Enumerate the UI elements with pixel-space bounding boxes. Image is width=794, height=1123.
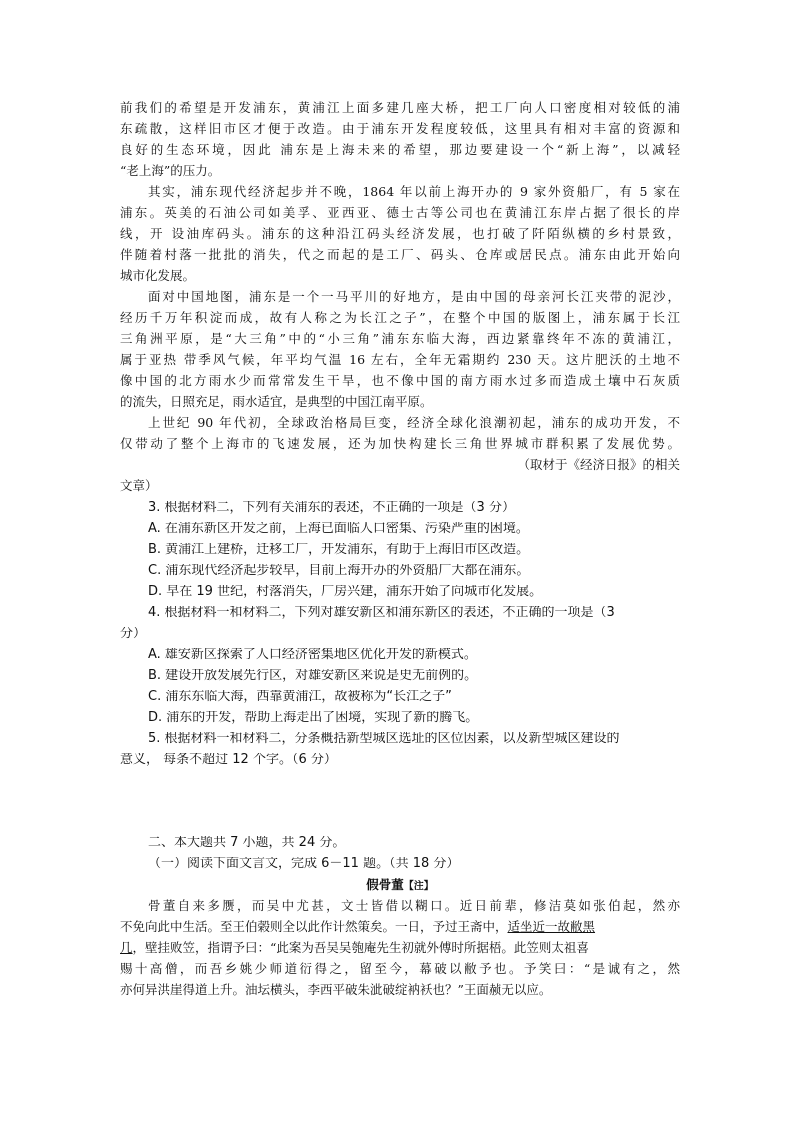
- question-5-stem-cont: 意义， 每条不超过 12 个字。（6 分）: [120, 753, 337, 767]
- classical-passage-text: ，壁挂败笠，指谓予曰：“此案为吾吴吴匏庵先生初就外傅时所据梧。此笠则太祖喜: [132, 941, 589, 955]
- classical-passage-line: [120, 941, 680, 955]
- passage-line: 上世纪 90 年代初，全球政治格局巨变，经济全球化浪潮初起，浦东的成功开发，不: [148, 416, 680, 430]
- passage-title-note: 【注】: [403, 881, 434, 892]
- passage-title: [120, 878, 680, 894]
- passage-line: 属于亚热 带季风气候，年平均气温 16 左右，全年无霜期约 230 天。这片肥沃的土地不: [120, 353, 680, 367]
- underlined-phrase: 适坐近一故敝黑: [507, 920, 596, 934]
- passage-line: 浦东。英美的石油公司如美孚、亚西亚、德士古等公司也在黄浦江东岸占据了很长的岸: [120, 206, 680, 220]
- passage-line: “老上海”的压力。: [120, 164, 221, 178]
- question-4-stem-cont: 分）: [120, 627, 147, 641]
- section-subheading: （一）阅读下面文言文，完成 6－11 题。（共 18 分）: [148, 857, 460, 871]
- underlined-phrase: 几: [120, 941, 133, 955]
- classical-passage-line: 赐十高僧，而吾乡姚少师道衍得之，留至今，幕破以敝予也。予笑曰：“是诚有之，然: [120, 962, 680, 976]
- question-4-option-c: C. 浦东东临大海，西靠黄浦江，故被称为“长江之子”: [148, 690, 452, 704]
- question-3-stem: 3. 根据材料二，下列有关浦东的表述，不正确的一项是（3 分）: [148, 501, 515, 515]
- classical-passage-text: 不免向此中生活。至王伯榖则全以此作计然策矣。一日，予过王斋中，: [120, 920, 508, 934]
- question-3-option-c: C. 浦东现代经济起步较早，目前上海开办的外资船厂大都在浦东。: [148, 564, 530, 578]
- passage-line: 像中国的北方雨水少而常常发生干旱，也不像中国的南方雨水过多而造成土壤中石灰质: [120, 374, 680, 388]
- passage-line: 仅带动了整个上海市的飞速发展，还为加快构建长三角世界城市群积累了发展优势。: [120, 437, 680, 451]
- passage-line: 线，开 设油库码头。浦东的这种沿江码头经济发展，也打破了阡陌纵横的乡村景致，: [120, 227, 680, 241]
- passage-line: 经历千万年积淀而成，故有人称之为长江之子”，在整个中国的版图上，浦东属于长江: [120, 311, 680, 325]
- question-4-option-d: D. 浦东的开发，帮助上海走出了困境，实现了新的腾飞。: [148, 711, 479, 725]
- question-4-option-a: A. 雄安新区探索了人口经济密集地区优化开发的新模式。: [148, 648, 477, 662]
- classical-passage-line: 骨董自来多赝，而吴中尤甚，文士皆借以糊口。近日前辈，修洁莫如张伯起，然亦: [148, 899, 680, 913]
- passage-line: 的流失，日照充足，雨水适宜，是典型的中国江南平原。: [120, 395, 433, 409]
- passage-line: 东疏散，这样旧市区才便于改造。由于浦东开发程度较低，这里具有相对丰富的资源和: [120, 122, 680, 136]
- question-3-option-d: D. 早在 19 世纪，村落消失，厂房兴建，浦东开始了向城市化发展。: [148, 585, 543, 599]
- classical-passage-line: [120, 920, 680, 934]
- passage-line: 其实，浦东现代经济起步并不晚，1864 年以前上海开办的 9 家外资船厂，有 5 家在: [148, 185, 680, 199]
- passage-title-text: 假骨董: [366, 878, 404, 892]
- question-4-stem: 4. 根据材料一和材料二，下列对雄安新区和浦东新区的表述，不正确的一项是（3: [148, 606, 615, 620]
- passage-line: 伴随着村落一批批的消失，代之而起的是工厂、码头、仓库或居民点。浦东由此开始向: [120, 248, 680, 262]
- passage-line: 前我们的希望是开发浦东，黄浦江上面多建几座大桥，把工厂向人口密度相对较低的浦: [120, 101, 680, 115]
- passage-line: 面对中国地图，浦东是一个一马平川的好地方，是由中国的母亲河长江夹带的泥沙，: [148, 290, 680, 304]
- source-note: 文章）: [120, 479, 158, 493]
- question-5-stem: 5. 根据材料一和材料二，分条概括新型城区选址的区位因素，以及新型城区建设的: [148, 732, 620, 746]
- passage-line: 三角洲平原，是“大三角”中的“小三角”浦东东临大海，西边紧靠终年不冻的黄浦江，: [120, 332, 680, 346]
- question-3-option-a: A. 在浦东新区开发之前，上海已面临人口密集、污染严重的困境。: [148, 522, 529, 536]
- passage-line: 良好的生态环境，因此 浦东是上海未来的希望，那边要建设一个“新上海”，以减轻: [120, 143, 680, 157]
- question-4-option-b: B. 建设开放发展先行区，对雄安新区来说是史无前例的。: [148, 669, 478, 683]
- classical-passage-line: 亦何异洪崖得道上升。油坛横头，李西平破朱泚破绽衲袄也？”王面赪无以应。: [120, 983, 552, 997]
- section-heading: 二、本大题共 7 小题，共 24 分。: [148, 836, 346, 850]
- question-3-option-b: B. 黄浦江上建桥，迁移工厂，开发浦东，有助于上海旧市区改造。: [148, 543, 530, 557]
- passage-line: 城市化发展。: [120, 269, 196, 283]
- source-note: （取材于《经济日报》的相关: [517, 458, 680, 472]
